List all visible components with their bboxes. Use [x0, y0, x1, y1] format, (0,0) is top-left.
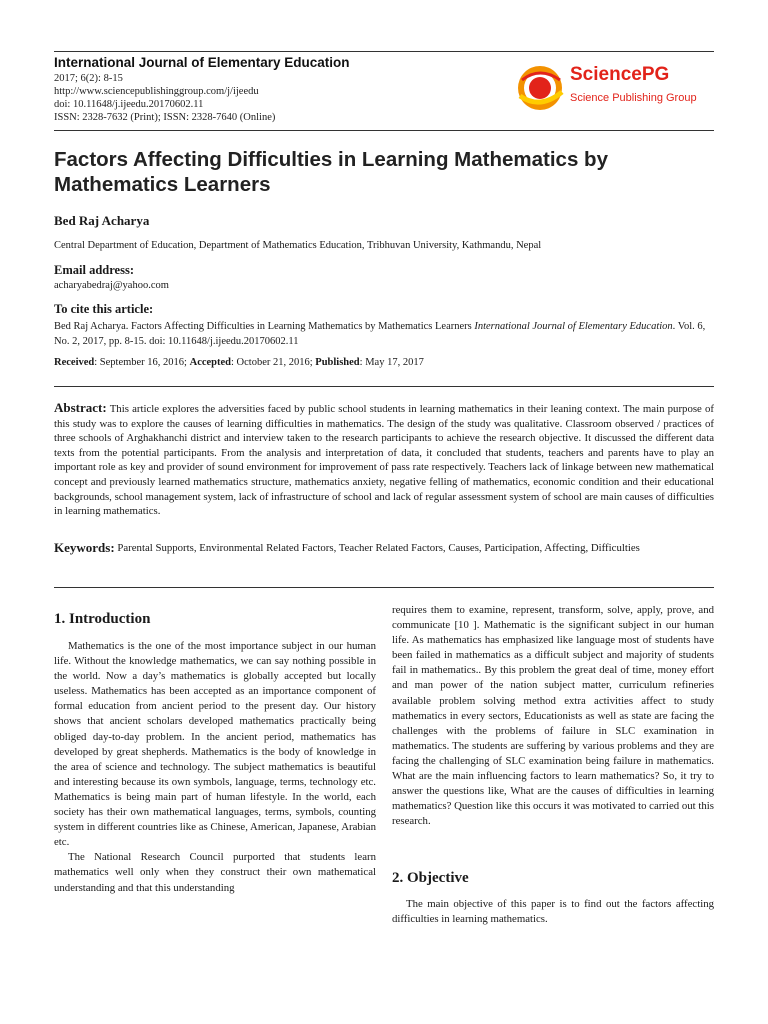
title-line-2: Mathematics Learners	[54, 173, 271, 196]
meta-doi: doi: 10.11648/j.ijeedu.20170602.11	[54, 99, 204, 110]
article-dates	[54, 357, 424, 368]
logo-subtitle: Science Publishing Group	[570, 92, 697, 104]
intro-paragraph-2: The National Research Council purported that students learn mathematics well only when they construct their own mathematical understanding and that this understanding	[54, 851, 376, 894]
meta-issue: 2017; 6(2): 8-15	[54, 73, 123, 84]
affiliation: Central Department of Education, Department of Mathematics Education, Tribhuvan University, Kathmandu, Nepal	[54, 240, 542, 251]
top-rule	[54, 51, 714, 52]
journal-name: International Journal of Elementary Education	[54, 55, 350, 70]
abstract-text: This article explores the adversities faced by public school students in learning mathematics in their leaning context. The main purpose of this study was to explore the causes of learning difficulties in mathematics. The design of the study was qualitative. Classroom observed / practices of three schools of Arghakhanchi district and interview taken to the research participants to achieve the research objective. It discussed the different data texts from the potential participants. From the analysis and interpretation of data, it concluded that students, teachers and parents have to play an important role as key and provider of sound environment for improvement of pass rate respectively. Teachers lack of linkage between new mathematical concept and previously learned mathematics structure, mathematics anxiety, negative felling of mathematics, economic condition and their educational backgrounds, school management system, lack of infrastructure of school and lack of regular assessment system of school are main causes of difficulties in learning mathematics.	[54, 403, 714, 518]
cite-journal: International Journal of Elementary Education	[474, 321, 673, 332]
published-label: Published	[315, 357, 360, 368]
published-date: : May 17, 2017	[359, 357, 424, 368]
title-line-1: Factors Affecting Difficulties in Learning Mathematics by	[54, 148, 608, 171]
left-column	[54, 639, 376, 896]
header-rule	[54, 130, 714, 131]
meta-issn: ISSN: 2328-7632 (Print); ISSN: 2328-7640 (Online)	[54, 112, 276, 123]
citation	[54, 319, 714, 349]
cite-rest: . Vol. 6, No. 2, 2017, pp. 8-15. doi: 10.11648/j.ijeedu.20170602.11	[54, 321, 706, 347]
accepted-date: : October 21, 2016;	[231, 357, 316, 368]
objective-paragraph: The main objective of this paper is to find out the factors affecting difficulties in learning mathematics.	[392, 898, 714, 926]
keywords-bottom-rule	[54, 587, 714, 588]
meta-url: http://www.sciencepublishinggroup.com/j/ijeedu	[54, 86, 259, 97]
intro-paragraph-1: Mathematics is the one of the most importance subject in our human life. Without the knowledge mathematics, we can say nothing possible in the world. Now a day’s mathematics is globally accepted but locally useless. Mathematics has been accepted as an importance component of formal education from ancient period to the present day. Our history shows that ancient scholars developed mathematics practically being obliged day-to-day problem. In the ancient period, mathematics has developed by great shepherds. Mathematics is the body of knowledge in the area of science and technology. The subject mathematics is beautiful and interesting because its own symbols, language, terms, technology etc. Mathematics is being main part of human lifestyle. In the world, each society has their own mathematical languages, terms, symbols, counting system in different countries like as Chinese, American, Japanese, Arabian etc.	[54, 640, 376, 849]
intro-paragraph-3: requires them to examine, represent, transform, solve, apply, prove, and communicate [10 ]. Mathematic is the significant subject in our human life. As mathematics has emphasized like language most of students have been failed in mathematics as a difficult subject and majority of students fail in mathematics.. By this problem the great deal of time, money effort and man power of the nation subject matter, curriculum refineries available problem solving method extra activities affect to study mathematics in every sectors, Educationists as well as state are facing the challenges with the problems of failure in SLC examination in mathematics. The students are suffering by various problems and they are facing the challenging of SLC examination being failure in mathematics. What are the main influencing factors to learn mathematics? So, it try to answer the questions like, What are the causes of difficulties in learning mathematics? Question like this occurs it was motivated to carried out this research.	[392, 604, 714, 828]
objective-heading: 2. Objective	[392, 870, 469, 886]
accepted-label: Accepted	[189, 357, 232, 368]
right-column	[392, 603, 714, 829]
objective-column	[392, 897, 714, 927]
sciencepg-logo	[514, 62, 714, 122]
keywords-text: Parental Supports, Environmental Related Factors, Teacher Related Factors, Causes, Participation, Affecting, Difficulties	[117, 542, 640, 554]
cite-text: Bed Raj Acharya. Factors Affecting Difficulties in Learning Mathematics by Mathematics Learners	[54, 321, 475, 332]
paper-title	[54, 147, 714, 197]
email-heading: Email address:	[54, 263, 134, 277]
email-link[interactable]: acharyabedraj@yahoo.com	[54, 280, 169, 291]
journal-meta	[54, 72, 275, 124]
keywords-label: Keywords:	[54, 540, 115, 555]
abstract-label: Abstract:	[54, 400, 107, 415]
cite-heading: To cite this article:	[54, 302, 154, 316]
abstract	[54, 401, 714, 519]
author-name: Bed Raj Acharya	[54, 213, 150, 228]
received-date: : September 16, 2016;	[94, 357, 190, 368]
abstract-top-rule	[54, 386, 714, 387]
logo-name: SciencePG	[570, 64, 670, 85]
received-label: Received	[54, 357, 95, 368]
keywords	[54, 541, 714, 557]
intro-heading: 1. Introduction	[54, 611, 151, 627]
